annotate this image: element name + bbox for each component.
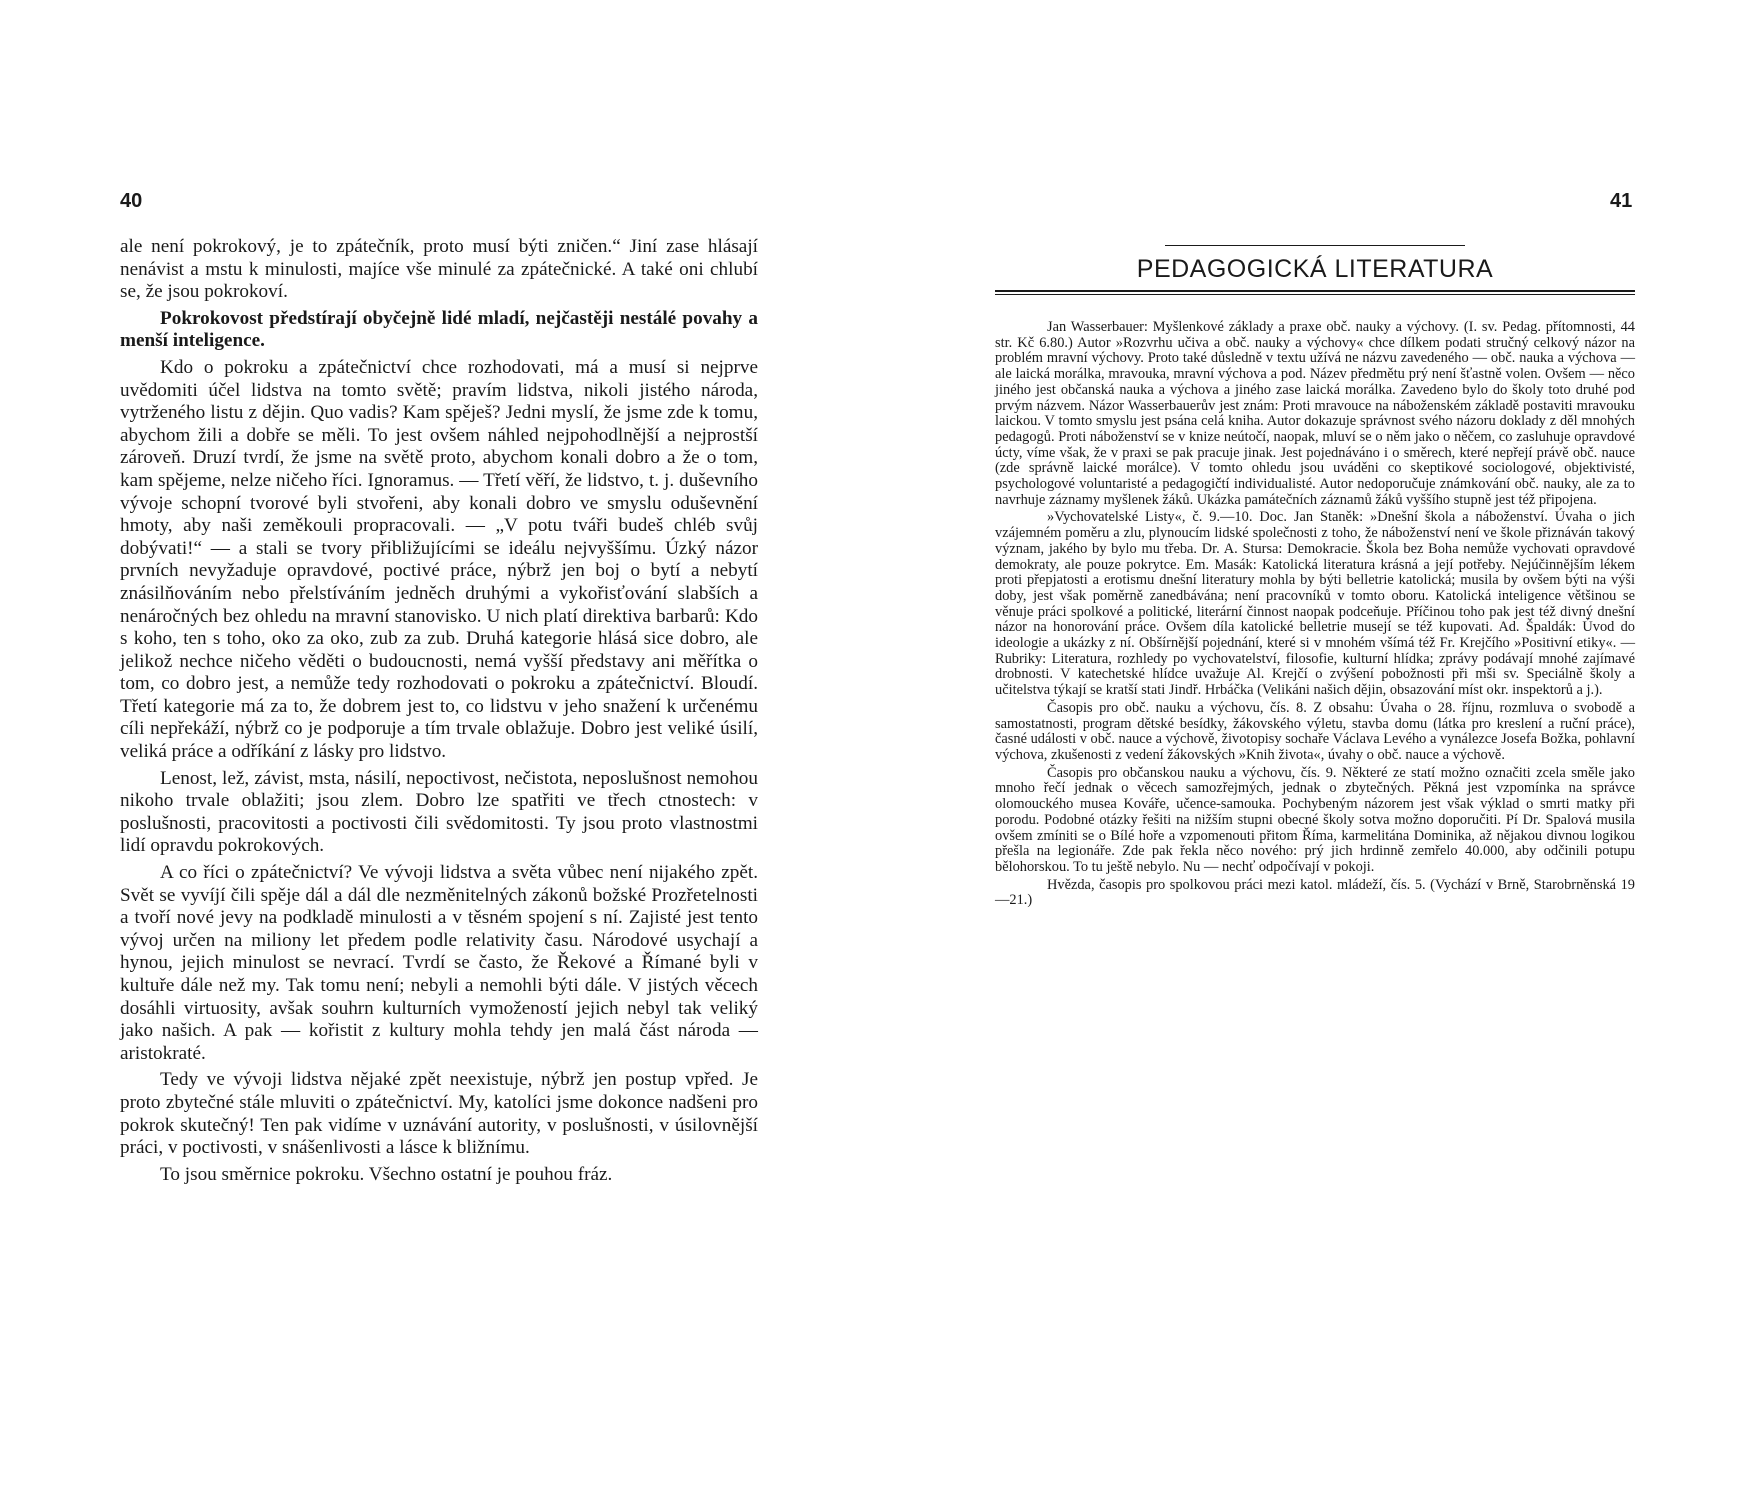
paragraph-bold-thesis: Pokrokovost předstírají obyčejně lidé mladí, nejčastěji nestálé povahy a menší inteligence. xyxy=(120,307,758,352)
section-heading: PEDAGOGICKÁ LITERATURA xyxy=(1136,255,1494,283)
review-entry: »Vychovatelské Listy«, č. 9.—10. Doc. Jan Staněk: »Dnešní škola a náboženství. Úvaha o jich vzájemném poměru a zlu, plynoucím lidské společnosti z toho, že náboženství není ve škole přiznáván takový význam, jakého by bylo mu třeba. Dr. A. Stursa: Demokracie. Škola bez Boha nemůže vychovati opravdové demokraty, ale pouze pokrytce. Em. Masák: Katolická literatura krásná a její potřeby. Nejúčinnějším lékem proti přepjatosti a erotismu dnešní literatury mohla by býti belletrie katolická; musila by ovšem býti na výši doby, jest však poměrně zanedbávána; není pracovníků v tomto oboru. Katolická inteligence většinou se věnuje práci spolkové a politické, literární činnost naopak podceňuje. Příčinou toho pak jest též divný dnešní názor na honorování práce. Ovšem díla katolické belletrie musejí se též kupovati. Ad. Špaldák: Úvod do ideologie a ukázky z ní. Obšírnější pojednání, které si v mnohém všímá též Fr. Krejčího »Positivní etiky«. — Rubriky: Literatura, rozhledy po vychovatelství, filosofie, kulturní hlídka; zprávy podávají mnohé zajímavé drobnosti. V katechetské hlídce uvažuje Al. Krejčí o zvýšení pobožnosti při mši sv. Speciálně školy a učitelstva týkají se kratší stati Jindř. Hrbáčka (Velikáni našich dějin, obsazování míst okr. inspektorů a j.). xyxy=(995,509,1635,699)
heading-rule-top xyxy=(1165,245,1465,246)
left-page-text-column xyxy=(120,236,758,1186)
paragraph: Tedy ve vývoji lidstva nějaké zpět neexistuje, nýbrž jen postup vpřed. Je proto zbytečné stále mluviti o zpátečnictví. My, katolíci jsme dokonce nadšeni pro pokrok skutečný! Ten pak vidíme v uznávání autority, v poslušnosti, v úsilovnější práci, v poctivosti, v snášenlivosti a lásce k bližnímu. xyxy=(120,1069,758,1159)
right-page-text-column xyxy=(995,320,1635,909)
paragraph: ale není pokrokový, je to zpátečník, proto musí býti zničen.“ Jiní zase hlásají nenávist a mstu k minulosti, majíce vše minulé za zpátečnické. A také oni chlubí se, že jsou pokrokoví. xyxy=(120,236,758,303)
page-number-left: 40 xyxy=(120,190,143,212)
paragraph: A co říci o zpátečnictví? Ve vývoji lidstva a světa vůbec není nijakého zpět. Svět se vyvíjí čili spěje dál a dál dle nezměnitelných zákonů božské Prozřetelnosti a tvoří nové jevy na podkladě minulosti a v těsném spojení s ní. Zajisté jest tento vývoj určen na miliony let předem podle relativity času. Národové usychají a hynou, jejich minulost se nevrací. Tvrdí se často, že Řekové a Římané byli v kultuře dále než my. Tak tomu není; nebyli a nemohli býti dále. V jistých věcech dosáhli virtuosity, avšak souhrn kulturních vymožeností jejich nebyl tak veliký jako našich. A pak — kořistit z kultury mohla tehdy jen malá část národa — aristokraté. xyxy=(120,862,758,1064)
page-number-right: 41 xyxy=(1610,190,1633,212)
review-entry: Jan Wasserbauer: Myšlenkové základy a praxe obč. nauky a výchovy. (I. sv. Pedag. přítomnosti, 44 str. Kč 6.80.) Autor »Rozvrhu učiva a obč. nauky a výchovy« chce dílkem podati stručný celkový názor na problém mravní výchovy. Proto také důsledně v textu užívá ne názvu zavedeného — obč. nauka a výchova — ale laická morálka, mravouka, mravní výchova a pod. Název předmětu prý není šťastně volen. Ovšem — něco jiného jest občanská nauka a výchova a jiného zase laická morálka. Zavedeno bylo do školy toto druhé pod prvým názvem. Názor Wasserbauerův jest znám: Proti mravouce na náboženském základě postaviti mravouku laickou. V tomto smyslu jest psána celá kniha. Autor dokazuje správnost svého názoru doklady z děl mnohých pedagogů. Proti náboženství se v knize neútočí, naopak, mluví se o něm jako o něčem, co zasluhuje opravdové úcty, víme však, že v praxi se pak pracuje jinak. Jest pojednáváno i o směrech, které nepřejí právě obč. nauce (zde správně laické morálce). V tomto ohledu jsou uváděni co skeptikové sociologové, objektivisté, psychologové voluntaristé a pedagogičtí individualisté. Autor nedoporučuje známkování obč. nauky, ale za to navrhuje záznamy myšlenek žáků. Ukázka památečních záznamů žáků vyššího stupně jest též připojena. xyxy=(995,319,1635,508)
right-page xyxy=(875,0,1750,1501)
review-entry: Časopis pro obč. nauku a výchovu, čís. 8. Z obsahu: Úvaha o 28. říjnu, rozmluva o svobodě a samostatnosti, program dětské besídky, žákovského výletu, stavba domu (látka pro kreslení a ruční práce), časné události v obč. nauce a výchově, životopisy sochaře Václava Levého a vynálezce Josefa Božka, pohlavní výchova, zkušenosti z vedení žákovských »Knih života«, úvahy o obč. nauce a výchově. xyxy=(995,699,1635,763)
review-entry: Hvězda, časopis pro spolkovou práci mezi katol. mládeží, čís. 5. (Vychází v Brně, Starobrněnská 19—21.) xyxy=(995,876,1635,909)
heading-rule-bottom xyxy=(995,290,1635,295)
paragraph: Kdo o pokroku a zpátečnictví chce rozhodovati, má a musí si nejprve uvědomiti účel lidstva na tomto světě; pravím lidstva, nikoli jistého národa, vytrženého listu z dějin. Quo vadis? Kam spěješ? Jedni myslí, že jsme zde k tomu, abychom žili a dobře se měli. To jest ovšem náhled nejpohodlnější a nejprostší zároveň. Druzí tvrdí, že jsme na světě proto, abychom konali dobro a že o tom, kam spějeme, nelze ničeho říci. Ignoramus. — Třetí věří, že lidstvo, t. j. duševního vývoje schopní tvorové byli stvořeni, aby konali dobro ve smyslu oduševnění hmoty, aby naši zeměkouli propracovali. — „V potu tváři budeš chléb svůj dobývati!“ — a stali se tvory přibližujícími se ideálu nejvyššímu. Úzký názor prvních nevyžaduje opravdové, poctivé práce, nýbrž jen boj o bytí a nebytí znásilňováním nebo přelstíváním jedněch druhými a vykořisťování slabších a nenáročných bez ohledu na mravní stanovisko. U nich platí direktiva barbarů: Kdo s koho, ten s toho, oko za oko, zub za zub. Druhá kategorie hlásá sice dobro, ale jelikož nechce ničeho věděti o budoucnosti, nemá vyšší představy ani měřítka o tom, co dobro jest, a nemůže tedy rozhodovati o pokroku a zpátečnictví. Bloudí. Třetí kategorie má za to, že dobrem jest to, co lidstvu v jeho snažení k určenému cíli nepřekáží, nýbrž co je podporuje a tím trvale oblažuje. Dobro jest veliké úsilí, veliká práce a odříkání z lásky pro lidstvo. xyxy=(120,356,758,763)
review-entry: Časopis pro občanskou nauku a výchovu, čís. 9. Některé ze statí možno označiti zcela směle jako mnoho řečí jednak o věcech samozřejmých, jednak o zbytečných. Pěkná jest vzpomínka na správce olomouckého musea Kováře, učence-samouka. Pochybeným názorem jest však výklad o smrti matky při porodu. Podobné otázky řešiti na nižším stupni obecné školy sotva možno doporučiti. Pí Dr. Spalová musila ovšem zmíniti se o Bílé hoře a vzpomenouti přitom Říma, karmelitána Dominika, až nějakou divnou logikou přešla na legionáře. Zde pak řekla něco nového: prý jich hrdinně zemřelo 40.000, aby odčinili potupu bělohorskou. To tu ještě nebylo. Nu — nechť odpočívají v pokoji. xyxy=(995,764,1635,875)
paragraph: Lenost, lež, závist, msta, násilí, nepoctivost, nečistota, neposlušnost nemohou nikoho trvale oblažiti; jsou zlem. Dobro lze spatřiti ve třech ctnostech: v poslušnosti, pracovitosti a poctivosti čili svědomitosti. Ty jsou proto vlastnostmi lidí opravdu pokrokových. xyxy=(120,767,758,857)
section-heading-block xyxy=(995,245,1635,295)
paragraph: To jsou směrnice pokroku. Všechno ostatní je pouhou fráz. xyxy=(160,1163,613,1185)
